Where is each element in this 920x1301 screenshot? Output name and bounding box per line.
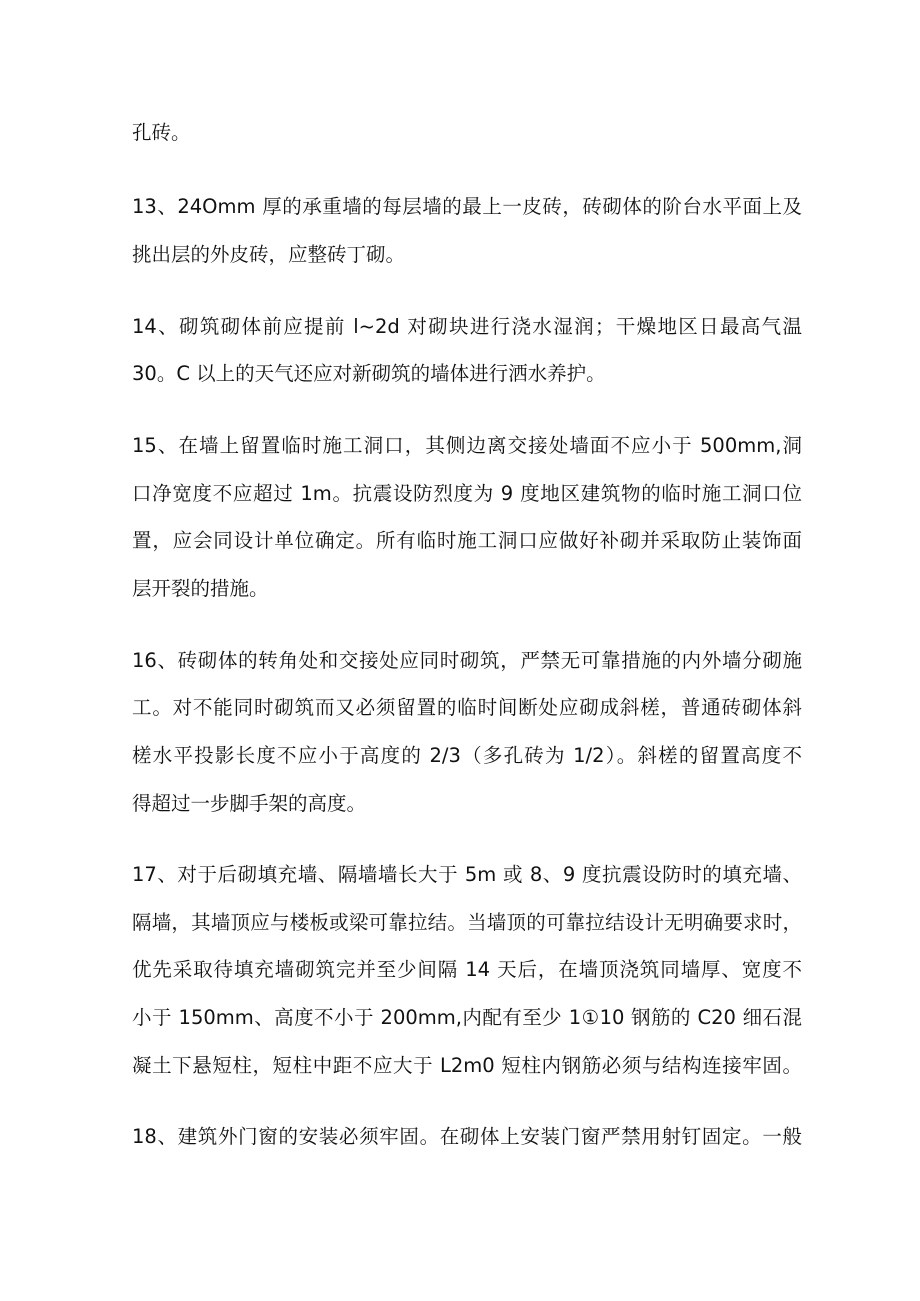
paragraph-14-line-2: 30。C 以上的天气还应对新砌筑的墙体进行洒水养护。: [132, 362, 606, 385]
paragraph-16-line-4: 得超过一步脚手架的高度。: [132, 792, 367, 815]
paragraph-16-line-1: 16、砖砌体的转角处和交接处应同时砌筑，严禁无可靠措施的内外墙分砌施: [132, 649, 802, 672]
paragraph-17-line-3: 优先采取待填充墙砌筑完并至少间隔 14 天后，在墙顶浇筑同墙厚、宽度不: [132, 958, 802, 981]
paragraph-15-line-2: 口净宽度不应超过 1m。抗震设防烈度为 9 度地区建筑物的临时施工洞口位: [132, 482, 802, 505]
paragraph-14-line-1: 14、砌筑砌体前应提前 l~2d 对砌块进行浇水湿润；干燥地区日最高气温: [132, 315, 802, 338]
paragraph-13-line-2: 挑出层的外皮砖，应整砖丁砌。: [132, 243, 406, 266]
paragraph-17-line-5: 凝土下悬短柱，短柱中距不应大于 L2m0 短柱内钢筋必须与结构连接牢固。: [132, 1054, 802, 1077]
paragraph-15-line-4: 层开裂的措施。: [132, 577, 269, 600]
paragraph-12-line-1: 孔砖。: [132, 121, 191, 144]
paragraph-13-line-1: 13、24Omm 厚的承重墙的每层墙的最上一皮砖，砖砌体的阶台水平面上及: [132, 195, 802, 218]
paragraph-15-line-1: 15、在墙上留置临时施工洞口，其侧边离交接处墙面不应小于 500mm,洞: [132, 434, 802, 457]
paragraph-16-line-3: 槎水平投影长度不应小于高度的 2/3（多孔砖为 1/2）。斜槎的留置高度不: [132, 744, 802, 767]
paragraph-17-line-4: 小于 150mm、高度不小于 200mm,内配有至少 1①10 钢筋的 C20 细石混: [132, 1006, 802, 1029]
paragraph-15-line-3: 置，应会同设计单位确定。所有临时施工洞口应做好补砌并采取防止装饰面: [132, 529, 802, 552]
paragraph-17-line-2: 隔墙，其墙顶应与楼板或梁可靠拉结。当墙顶的可靠拉结设计无明确要求时，: [132, 911, 802, 934]
paragraph-17-line-1: 17、对于后砌填充墙、隔墙墙长大于 5m 或 8、9 度抗震设防时的填充墙、: [132, 863, 802, 886]
paragraph-18-line-1: 18、建筑外门窗的安装必须牢固。在砌体上安装门窗严禁用射钉固定。一般: [132, 1125, 802, 1148]
paragraph-16-line-2: 工。对不能同时砌筑而又必须留置的临时间断处应砌成斜槎，普通砖砌体斜: [132, 696, 802, 719]
